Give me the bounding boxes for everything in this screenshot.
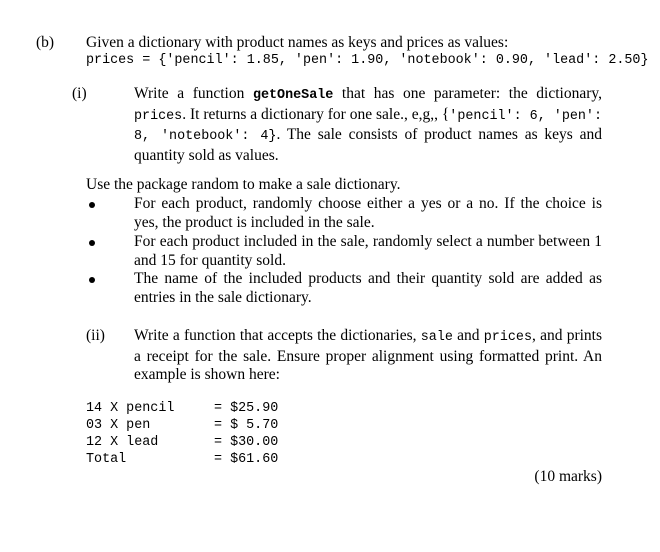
part-ii-text-2: and xyxy=(452,327,484,344)
bullet-3-text: The name of the included products and their quantity sold are added as entries in the sale dictionary. xyxy=(134,270,602,306)
prices-code-line: prices = {'pencil': 1.85, 'pen': 1.90, 'notebook': 0.90, 'lead': 2.50} xyxy=(86,53,649,68)
part-i-text-end: . The sale consists of product names as keys and quantity sold as values. xyxy=(134,126,602,164)
question-intro: Given a dictionary with product names as keys and prices as values: xyxy=(86,34,509,51)
part-ii-label: (ii) xyxy=(86,327,105,344)
part-i-text-before: Write a function xyxy=(134,85,253,102)
receipt-item: 12 X lead xyxy=(86,435,159,450)
prices-word: prices xyxy=(134,108,183,124)
bullet-dot xyxy=(89,202,95,208)
bullet-text-2 xyxy=(134,233,602,270)
bullet-text-1 xyxy=(134,195,602,232)
part-i-text xyxy=(134,85,602,165)
bullet-2-text: For each product included in the sale, randomly select a number between 1 and 15 for quantity sold. xyxy=(134,233,602,269)
marks-label: (10 marks) xyxy=(534,468,602,485)
bullet-dot xyxy=(89,277,95,283)
example-code-2: 8, 'notebook': 4} xyxy=(134,129,277,145)
part-ii-text-1: Write a function that accepts the dictionaries, xyxy=(134,327,421,344)
part-i-text-returns: . It returns a dictionary for one sale., e,g,, { xyxy=(182,105,450,123)
receipt-amount: = $30.00 xyxy=(214,435,279,450)
part-i-label: (i) xyxy=(72,85,87,102)
bullet-1-text: For each product, randomly choose either a yes or a no. If the choice is yes, the product is included in the sale. xyxy=(134,195,602,231)
question-label: (b) xyxy=(36,34,55,51)
part-ii-text xyxy=(134,327,602,385)
function-name-getonesale: getOneSale xyxy=(252,88,334,103)
receipt-total-label: Total xyxy=(86,452,127,467)
example-code-1: 'pencil': 6, 'pen': xyxy=(449,108,602,124)
package-note: Use the package random to make a sale dictionary. xyxy=(86,176,401,193)
part-i-text-after: that has one parameter: the dictionary, xyxy=(333,85,602,102)
receipt-amount: = $ 5.70 xyxy=(214,418,279,433)
receipt-item: 14 X pencil xyxy=(86,401,175,416)
receipt-amount: = $25.90 xyxy=(214,401,279,416)
bullet-dot xyxy=(89,240,95,246)
receipt-item: 03 X pen xyxy=(86,418,151,433)
prices-word: prices xyxy=(483,330,532,345)
receipt-total-amount: = $61.60 xyxy=(214,452,279,467)
bullet-text-3 xyxy=(134,270,602,307)
sale-word: sale xyxy=(420,330,453,345)
part-ii-text-3: , and prints a receipt for the sale. Ensure proper alignment using formatted print. An example is shown here: xyxy=(134,327,603,384)
